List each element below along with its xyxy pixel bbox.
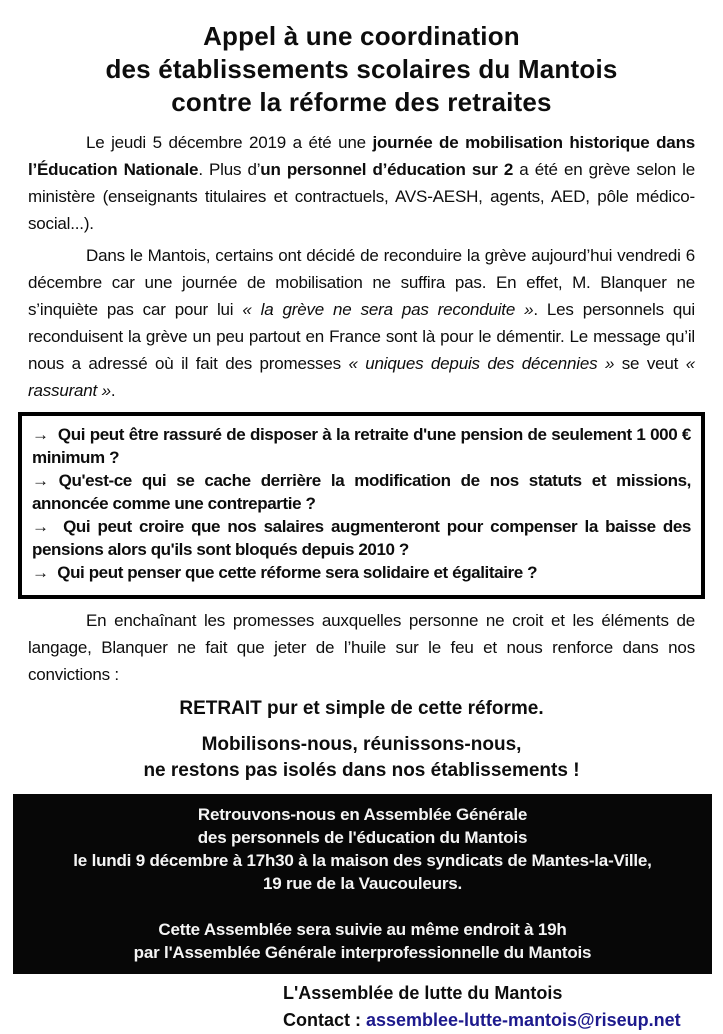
questions-box	[18, 412, 705, 599]
question-item-4: → Qui peut penser que cette réforme sera solidaire et égalitaire ?	[32, 563, 538, 582]
mobilisation-line-2: ne restons pas isolés dans nos établissements !	[143, 760, 580, 781]
banner-line-7: par l'Assemblée Générale interprofessionnelle du Mantois	[133, 943, 592, 962]
banner-line-2: des personnels de l'éducation du Mantois	[197, 828, 528, 847]
assembly-banner	[13, 794, 712, 974]
title-line-2: des établissements scolaires du Mantois	[105, 54, 618, 84]
intro-paragraph: Le jeudi 5 décembre 2019 a été une journée de mobilisation historique dans l’Éducation Nationale. Plus d’un personnel d’éducation sur 2 a été en grève selon le ministère (enseignants titulaires et contractuels, AVS-AESH, agents, AED, pôle médico-social...).	[28, 133, 696, 233]
contact-label: Contact :	[283, 1010, 366, 1030]
mobilisation-line-1: Mobilisons-nous, réunissons-nous,	[201, 734, 522, 755]
question-item-3: → Qui peut croire que nos salaires augmenteront pour compenser la baisse des pensions alors qu'ils sont bloqués depuis 2010 ?	[32, 517, 691, 559]
mantois-paragraph: Dans le Mantois, certains ont décidé de reconduire la grève aujourd’hui vendredi 6 décembre car une journée de mobilisation ne suffira pas. En effet, M. Blanquer ne s’inquiète pas car pour lui « la grève ne sera pas reconduite ». Les personnels qui reconduisent la grève un peu partout en France sont là pour le démentir. Le message qu’il nous a adressé où il fait des promesses « uniques depuis des décennies » se veut « rassurant ».	[28, 246, 695, 400]
signature-line: L'Assemblée de lutte du Mantois	[283, 983, 563, 1003]
title-line-3: contre la réforme des retraites	[171, 87, 552, 117]
conclusion-paragraph: En enchaînant les promesses auxquelles personne ne croit et les éléments de langage, Blanquer ne fait que jeter de l’huile sur le feu et nous renforce dans nos convictions :	[28, 611, 695, 684]
contact-email-link[interactable]: assemblee-lutte-mantois@riseup.net	[366, 1010, 681, 1030]
banner-line-3: le lundi 9 décembre à 17h30 à la maison des syndicats de Mantes-la-Ville,	[73, 851, 652, 870]
mobilisation-slogan	[28, 732, 695, 784]
flyer-title	[28, 20, 695, 119]
question-item-1: → Qui peut être rassuré de disposer à la retraite d'une pension de seulement 1 000 € minimum ?	[32, 425, 691, 467]
footer	[28, 980, 695, 1034]
banner-line-1: Retrouvons-nous en Assemblée Générale	[197, 805, 528, 824]
banner-line-6: Cette Assemblée sera suivie au même endroit à 19h	[158, 920, 567, 939]
question-item-2: → Qu'est-ce qui se cache derrière la modification de nos statuts et missions, annoncée comme une contrepartie ?	[32, 471, 691, 513]
title-line-1: Appel à une coordination	[203, 21, 520, 51]
retrait-slogan: RETRAIT pur et simple de cette réforme.	[179, 698, 544, 719]
banner-blank-line	[25, 895, 700, 918]
contact-line	[283, 1007, 695, 1034]
banner-line-4: 19 rue de la Vaucouleurs.	[262, 874, 463, 893]
